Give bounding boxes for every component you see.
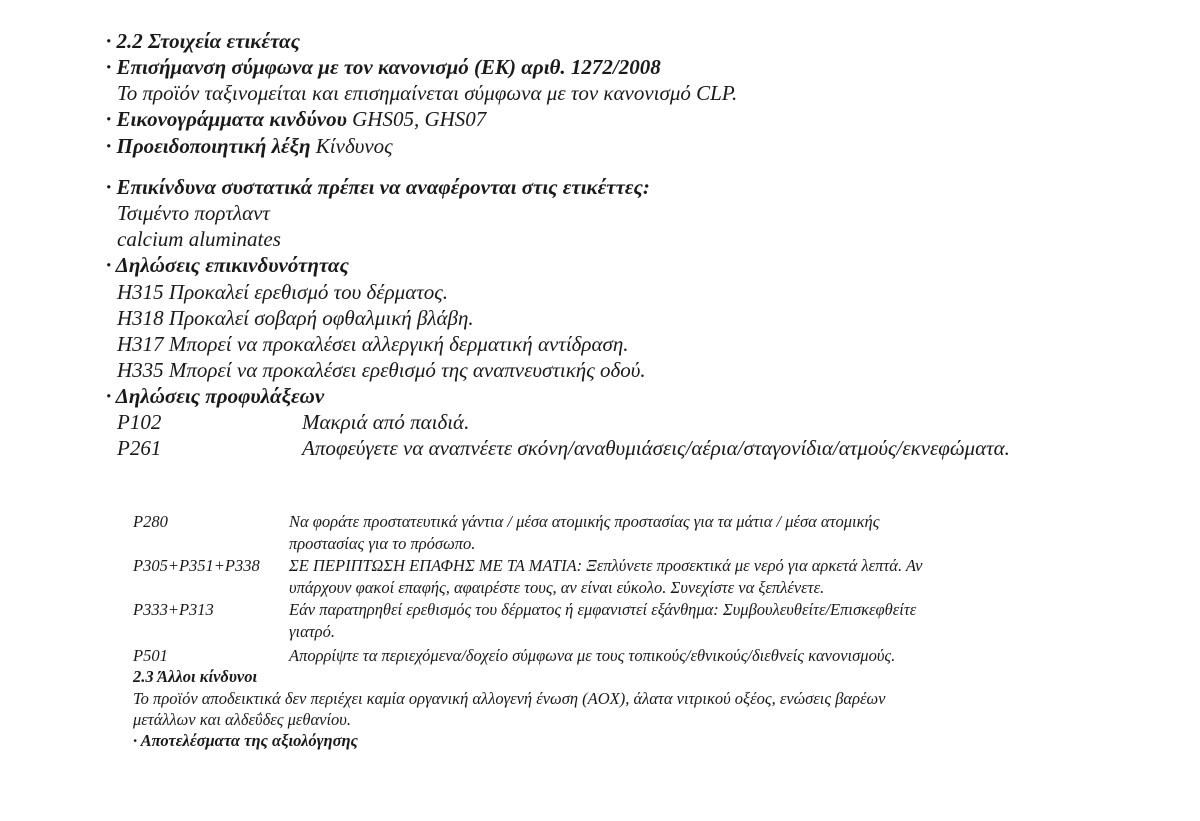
precautionary-heading: · Δηλώσεις προφυλάξεων: [106, 384, 325, 408]
precaution-text: υπάρχουν φακοί επαφής, αφαιρέστε τους, αν είναι εύκολο. Συνεχίστε να ξεπλένετε.: [289, 578, 825, 597]
precaution-code: P280: [133, 512, 168, 531]
hazard-statement: H335 Μπορεί να προκαλέσει ερεθισμό της αναπνευστικής οδού.: [117, 358, 646, 382]
precaution-text: Μακριά από παιδιά.: [302, 410, 470, 434]
component-item: calcium aluminates: [117, 227, 281, 251]
precaution-text: Εάν παρατηρηθεί ερεθισμός του δέρματος ή εμφανιστεί εξάνθημα: Συμβουλευθείτε/Επισκεφθείτε: [289, 600, 917, 619]
other-hazards-text: μετάλλων και αλδεΰδες μεθανίου.: [133, 710, 351, 729]
signal-word-value: Κίνδυνος: [310, 134, 393, 158]
precaution-text: ΣΕ ΠΕΡΙΠΤΩΣΗ ΕΠΑΦΗΣ ΜΕ ΤΑ ΜΑΤΙΑ: Ξεπλύνετε προσεκτικά με νερό για αρκετά λεπτά. Αν: [289, 556, 923, 575]
precaution-code: P305+P351+P338: [133, 556, 260, 575]
section-2-2-heading: · 2.2 Στοιχεία ετικέτας: [106, 29, 301, 53]
signal-word-label: · Προειδοποιητική λέξη: [106, 134, 311, 158]
precaution-text: Αποφεύγετε να αναπνέετε σκόνη/αναθυμιάσεις/αέρια/σταγονίδια/ατμούς/εκνεφώματα.: [302, 436, 1010, 460]
cut-off-line: [133, 730, 373, 750]
precaution-code: P501: [133, 646, 168, 665]
pictograms-line: [106, 106, 486, 132]
precaution-text: προστασίας για το πρόσωπο.: [289, 534, 476, 553]
hazard-statements-heading: · Δηλώσεις επικινδυνότητας: [106, 253, 349, 277]
precaution-text: γιατρό.: [289, 622, 335, 641]
section-2-3-heading: 2.3 Άλλοι κίνδυνοι: [133, 667, 258, 686]
cut-off-text: · Αποτελέσματα της αξιολόγησης: [133, 731, 358, 750]
precaution-code: P333+P313: [133, 600, 214, 619]
hazard-statement: H318 Προκαλεί σοβαρή οφθαλμική βλάβη.: [117, 306, 474, 330]
precaution-code: P102: [117, 410, 162, 434]
pictograms-label: · Εικονογράμματα κινδύνου: [106, 107, 347, 131]
other-hazards-text: Το προϊόν αποδεικτικά δεν περιέχει καμία οργανική αλλογενή ένωση (AOX), άλατα νιτρικού οξέος, ενώσεις βαρέων: [133, 689, 886, 708]
clp-heading: · Επισήμανση σύμφωνα με τον κανονισμό (ΕΚ) αριθ. 1272/2008: [106, 55, 661, 79]
precaution-text: Απορρίψτε τα περιεχόμενα/δοχείο σύμφωνα με τους τοπικούς/εθνικούς/διεθνείς κανονισμούς.: [289, 646, 896, 665]
precaution-text: Να φοράτε προστατευτικά γάντια / μέσα ατομικής προστασίας για τα μάτια / μέσα ατομικής: [289, 512, 880, 531]
hazard-statement: H317 Μπορεί να προκαλέσει αλλεργική δερματική αντίδραση.: [117, 332, 629, 356]
clp-text: Το προϊόν ταξινομείται και επισημαίνεται σύμφωνα με τον κανονισμό CLP.: [117, 81, 738, 105]
component-item: Τσιμέντο πορτλαντ: [117, 201, 270, 225]
pictograms-value: GHS05, GHS07: [346, 107, 487, 131]
hazard-statement: H315 Προκαλεί ερεθισμό του δέρματος.: [117, 280, 449, 304]
signal-word-line: [106, 133, 393, 159]
components-heading: · Επικίνδυνα συστατικά πρέπει να αναφέρονται στις ετικέττες:: [106, 175, 650, 199]
precaution-code: P261: [117, 436, 162, 460]
